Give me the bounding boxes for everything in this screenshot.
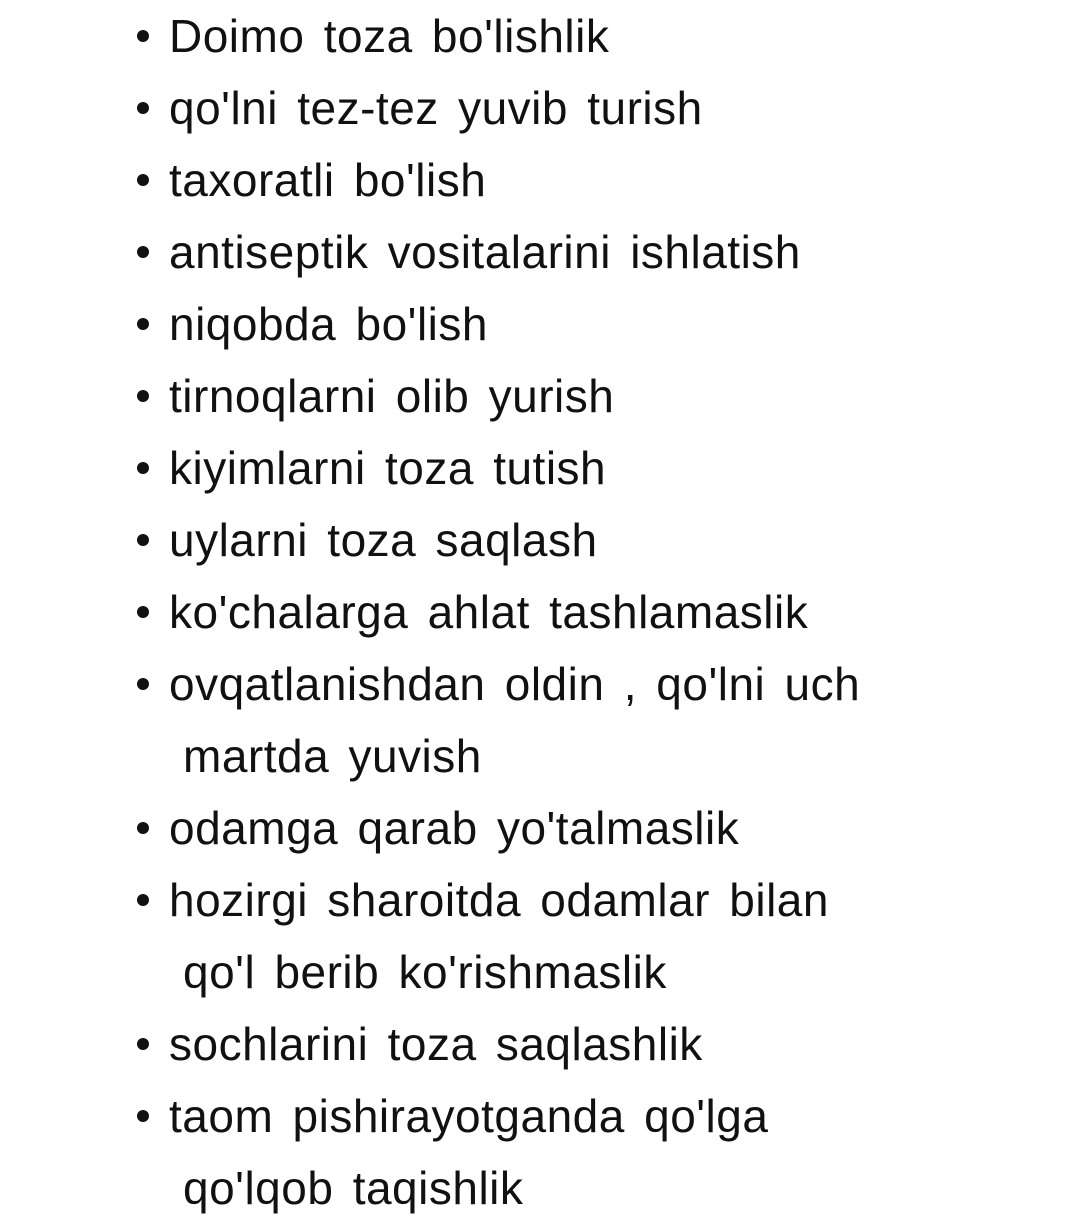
list-item [0,360,1080,432]
list-item [0,1008,1080,1080]
list-item-text: qo'lni tez-tez yuvib turish [169,82,703,134]
bullet-icon [137,246,149,258]
list-item-text: hozirgi sharoitda odamlar bilan [169,874,829,926]
list-item [0,288,1080,360]
list-item [0,648,1080,792]
list-item-text: sochlarini toza saqlashlik [169,1018,703,1070]
list-item-text: antiseptik vositalarini ishlatish [169,226,801,278]
list-item-text-continuation: qo'lqob taqishlik [183,1162,524,1214]
list-item-text: odamga qarab yo'talmaslik [169,802,740,854]
bullet-icon [137,462,149,474]
bullet-icon [137,678,149,690]
list-item-text: taom pishirayotganda qo'lga [169,1090,769,1142]
list-item [0,72,1080,144]
bullet-icon [137,822,149,834]
list-item [0,432,1080,504]
list-item [0,576,1080,648]
bullet-icon [137,1110,149,1122]
bullet-icon [137,30,149,42]
list-item [0,0,1080,72]
bullet-icon [137,1038,149,1050]
list-item-text: taxoratli bo'lish [169,154,487,206]
bullet-icon [137,534,149,546]
list-item-text: uylarni toza saqlash [169,514,598,566]
list-item [0,216,1080,288]
list-item-text: niqobda bo'lish [169,298,488,350]
list-item [0,144,1080,216]
list-item-text: ovqatlanishdan oldin , qo'lni uch [169,658,861,710]
list-item [0,1080,1080,1224]
list-item [0,792,1080,864]
list-item-text: Doimo toza bo'lishlik [169,10,610,62]
list-item-text: tirnoqlarni olib yurish [169,370,615,422]
list-item-text: kiyimlarni toza tutish [169,442,607,494]
bullet-icon [137,102,149,114]
list-item [0,504,1080,576]
bullet-icon [137,894,149,906]
list-item-text: ko'chalarga ahlat tashlamaslik [169,586,809,638]
list-item [0,864,1080,1008]
bullet-icon [137,318,149,330]
bullet-icon [137,606,149,618]
bullet-icon [137,390,149,402]
list-item-text-continuation: martda yuvish [183,730,482,782]
bullet-icon [137,174,149,186]
list-item-text-continuation: qo'l berib ko'rishmaslik [183,946,667,998]
